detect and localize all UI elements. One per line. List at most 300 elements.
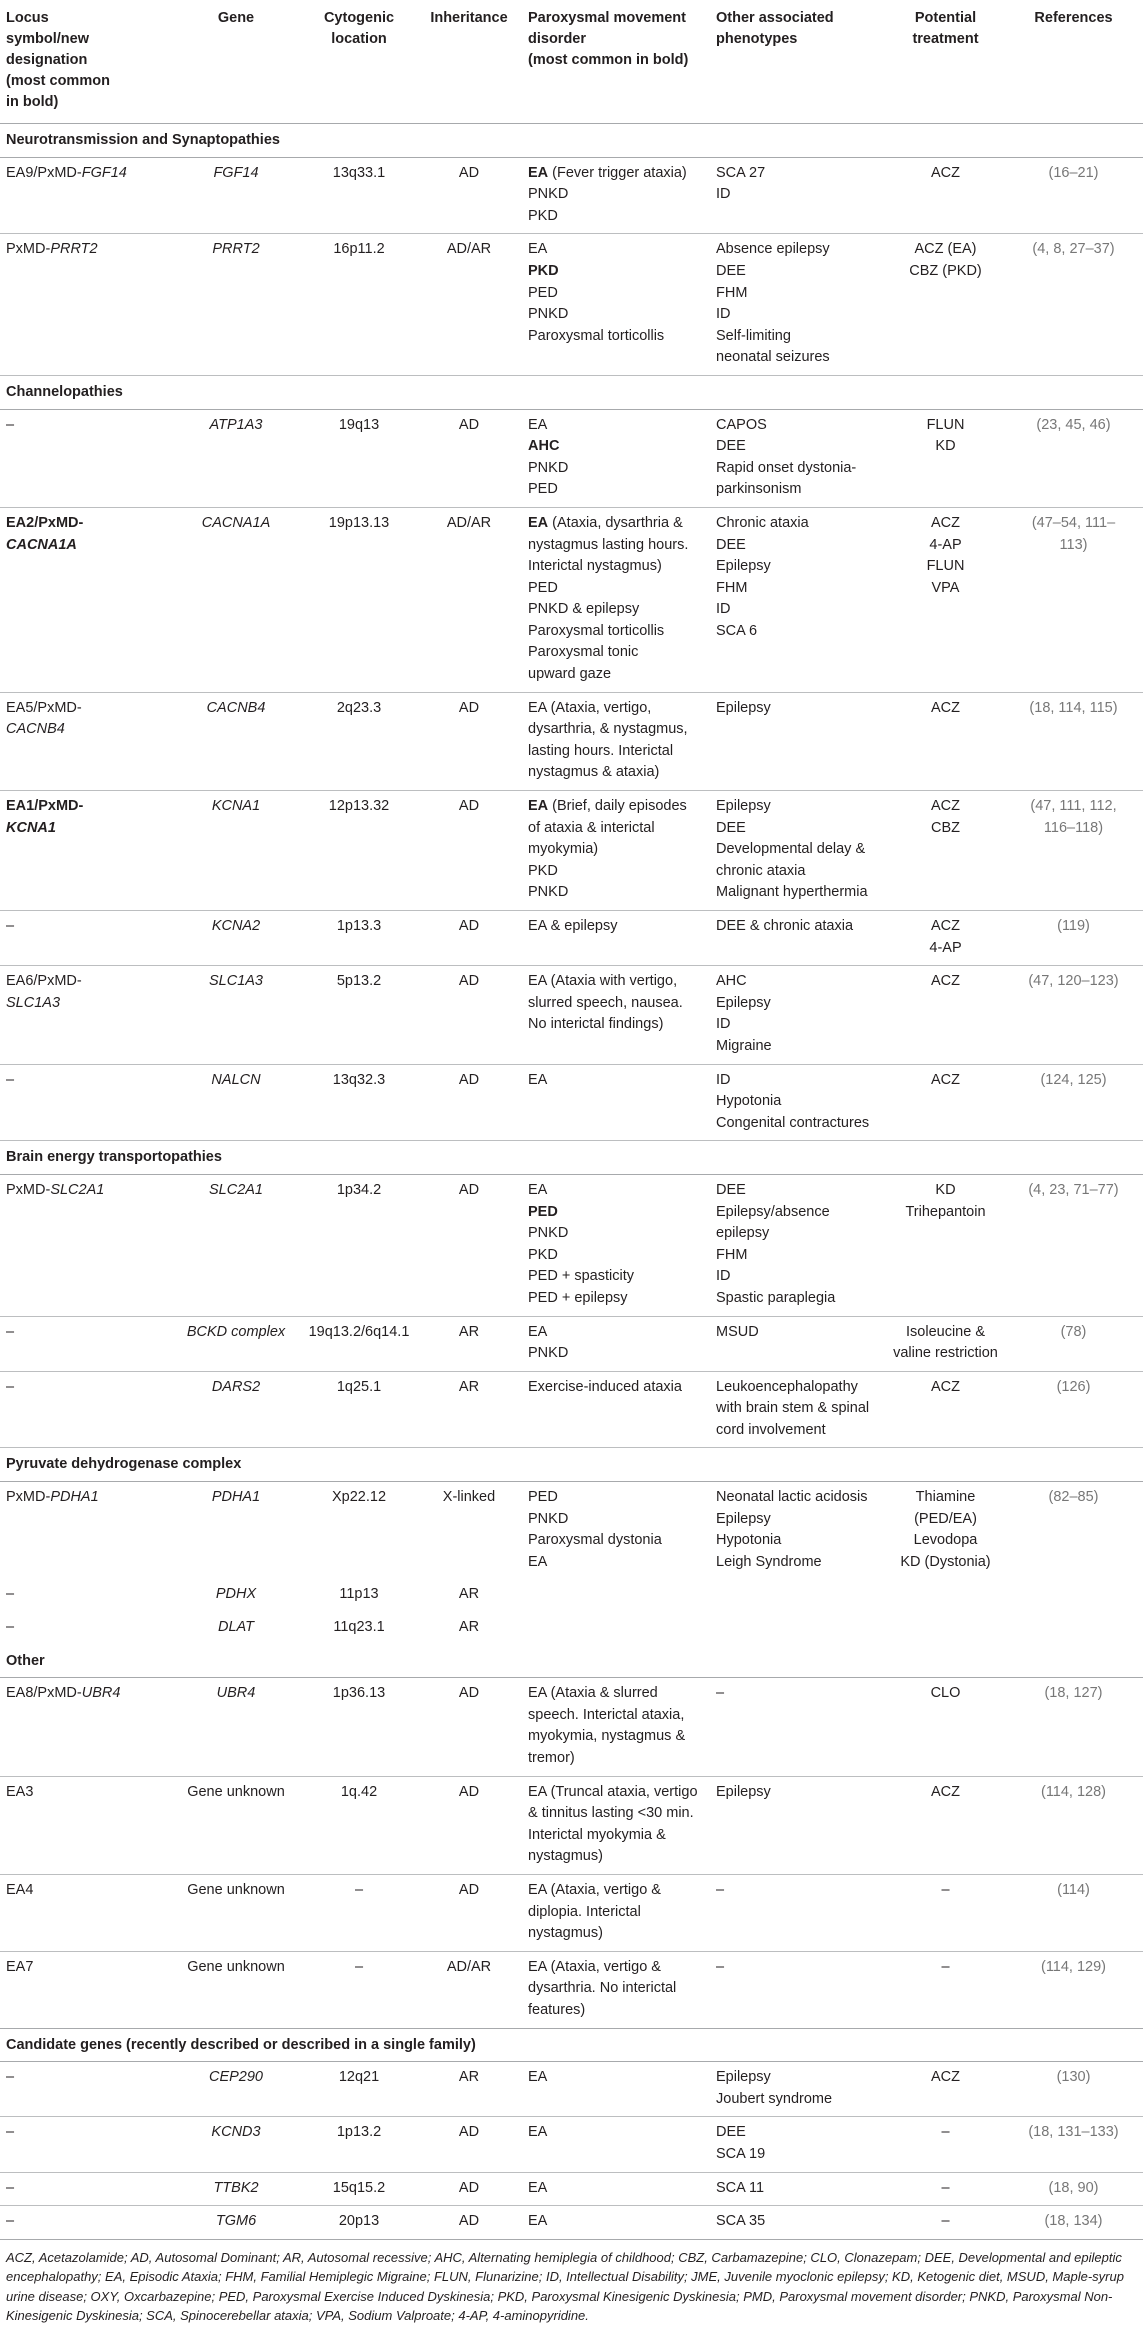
- disorder-line: [528, 664, 704, 686]
- text-segment: PNKD: [528, 459, 569, 476]
- cell-cytogenic-location: 11q23.1: [333, 1619, 385, 1636]
- cell-other-phenotypes: [710, 507, 887, 692]
- text-segment: EA5/PxMD-: [6, 699, 82, 716]
- treatment-line: ACZ: [931, 973, 960, 990]
- cell-other-phenotypes: [710, 234, 887, 376]
- text-segment: EA (Truncal ataxia, vertigo: [528, 1783, 698, 1800]
- cell-treatment: [887, 692, 1004, 790]
- cell-cytogenic-location: 16p11.2: [302, 234, 416, 376]
- cell-references: [1004, 966, 1143, 1064]
- reference-line: (18, 134): [1044, 2213, 1103, 2230]
- reference-line: (4, 23, 71–77): [1028, 1181, 1119, 1198]
- locus-line: [6, 971, 164, 993]
- phenotype-line: neonatal seizures: [716, 349, 830, 366]
- section-row: [0, 1448, 1143, 1482]
- cell-cytogenic-location: 1p34.2: [302, 1174, 416, 1316]
- text-segment: dysarthria. No interictal: [528, 1980, 677, 1997]
- cell-cytogenic-location: 13q33.1: [302, 157, 416, 234]
- phenotype-line: cord involvement: [716, 1421, 826, 1438]
- cell-locus: [0, 1951, 170, 2028]
- text-segment: upward gaze: [528, 666, 612, 683]
- cell-other-phenotypes: [710, 1371, 887, 1448]
- phenotype-line: MSUD: [716, 1323, 759, 1340]
- cell-references: [1004, 409, 1143, 507]
- table-header: [0, 0, 1143, 124]
- cell-references: [1004, 911, 1143, 966]
- table-row: [0, 1612, 1143, 1645]
- disorder-line: [528, 1202, 704, 1224]
- text-segment: –: [6, 1619, 15, 1636]
- disorder-line: [528, 535, 704, 557]
- text-segment: PxMD-: [6, 1489, 51, 1506]
- phenotype-line: Leukoencephalopathy: [716, 1378, 858, 1395]
- cell-gene: UBR4: [170, 1678, 302, 1776]
- cell-other-phenotypes: [710, 1316, 887, 1371]
- table-footnote: ACZ, Acetazolamide; AD, Autosomal Dominant; AR, Autosomal recessive; AHC, Alternating hemiplegia of childhood; CBZ, Carbamazepine; CLO, Clonazepam; DEE, Developmental and epileptic encephalopathy; EA, Episodic Ataxia; FHM, Familial Hemiplegic Migraine; FLUN, Flunarizine; ID, Intellectual Disability; JME, Juvenile myoclonic epilepsy; KD, Ketogenic diet, MSUD, Maple-syrup urine disease; OXY, Oxcarbazepine; PED, Paroxysmal Exercise Induced Dyskinesia; PKD, Paroxysmal Kinesigenic Dyskinesia; PMD, Paroxysmal movement disorder; PNKD, Paroxysmal Non-Kinesigenic Dyskinesia; SCA, Spinocerebellar ataxia; VPA, Sodium Valproate; 4-AP, 4-aminopyridine.: [6, 2249, 1124, 2323]
- locus-line: [6, 513, 164, 535]
- cell-inheritance: AD: [416, 692, 522, 790]
- text-segment: CACNA1A: [6, 536, 77, 553]
- table-row: [0, 507, 1143, 692]
- reference-line: (114, 129): [1040, 1958, 1107, 1975]
- text-segment: EA: [528, 514, 549, 531]
- cell-other-phenotypes: [710, 1579, 887, 1612]
- treatment-line: ACZ: [931, 514, 960, 531]
- cell-treatment: [887, 1579, 1004, 1612]
- cell-cytogenic-location: –: [302, 1951, 416, 2028]
- text-segment: PDHA1: [50, 1489, 99, 1506]
- locus-line: [6, 2122, 164, 2144]
- disorder-line: [528, 1223, 704, 1245]
- cell-locus: [0, 1316, 170, 1371]
- text-segment: PED: [528, 1203, 558, 1220]
- disorder-line: [528, 719, 704, 741]
- treatment-line: –: [941, 2124, 950, 2141]
- header-line: designation: [6, 52, 88, 68]
- text-segment: EA (Ataxia, vertigo &: [528, 1881, 661, 1898]
- locus-line: [6, 1617, 164, 1639]
- disorder-line: [528, 1180, 704, 1202]
- cell-inheritance: AD: [416, 966, 522, 1064]
- phenotype-line: Congenital contractures: [716, 1114, 870, 1131]
- cell-gene: PRRT2: [170, 234, 302, 376]
- section-row: [0, 2028, 1143, 2062]
- text-segment: –: [6, 1586, 15, 1603]
- cell-gene: KCNA2: [170, 911, 302, 966]
- table-row: [0, 234, 1143, 376]
- disorder-line: [528, 1846, 704, 1868]
- phenotype-line: SCA 27: [716, 164, 766, 181]
- disorder-line: [528, 2211, 704, 2233]
- text-segment: EA9/PxMD-: [6, 164, 82, 181]
- reference-line: 113): [1059, 536, 1088, 553]
- phenotype-line: Epilepsy: [716, 1783, 771, 1800]
- cell-movement-disorder: [522, 157, 710, 234]
- cell-movement-disorder: [522, 1874, 710, 1951]
- text-segment: EA: [528, 2179, 548, 2196]
- cell-gene: CACNB4: [170, 692, 302, 790]
- phenotype-line: Epilepsy: [716, 798, 771, 815]
- reference-line: (130): [1056, 2069, 1091, 2086]
- treatment-line: ACZ: [931, 1783, 960, 1800]
- phenotype-line: Developmental delay &: [716, 841, 866, 858]
- cell-movement-disorder: [522, 409, 710, 507]
- text-segment: (Fever trigger ataxia): [548, 164, 687, 181]
- cell-gene: FGF14: [170, 157, 302, 234]
- disorder-line: [528, 1923, 704, 1945]
- cell-movement-disorder: [522, 2117, 710, 2172]
- text-segment: PKD: [528, 262, 559, 279]
- text-segment: (Brief, daily episodes: [548, 798, 687, 815]
- cell-inheritance: AD: [416, 1874, 522, 1951]
- treatment-line: 4-AP: [929, 536, 962, 553]
- header-references: [1004, 0, 1143, 124]
- cell-references: [1004, 507, 1143, 692]
- text-segment: features): [528, 2001, 586, 2018]
- locus-line: [6, 818, 164, 840]
- cell-other-phenotypes: [710, 911, 887, 966]
- text-segment: SLC1A3: [6, 994, 61, 1011]
- cell-gene: ATP1A3: [170, 409, 302, 507]
- text-segment: EA (Ataxia & slurred: [528, 1685, 658, 1702]
- text-segment: dysarthria, & nystagmus,: [528, 721, 688, 738]
- disorder-line: [528, 642, 704, 664]
- reference-line: (119): [1057, 918, 1090, 934]
- text-segment: EA: [528, 1181, 548, 1198]
- disorder-line: [528, 458, 704, 480]
- text-segment: PNKD: [528, 1225, 569, 1242]
- cell-movement-disorder: [522, 1371, 710, 1448]
- cell-treatment: [887, 2172, 1004, 2206]
- disorder-line: [528, 283, 704, 305]
- text-segment: EA2/PxMD-: [6, 514, 84, 531]
- disorder-line: [528, 184, 704, 206]
- text-segment: EA: [528, 2213, 548, 2230]
- treatment-line: KD (Dystonia): [900, 1553, 991, 1570]
- cell-movement-disorder: [522, 1951, 710, 2028]
- header-line: References: [1034, 10, 1113, 26]
- phenotype-line: ID: [716, 601, 731, 618]
- cell-movement-disorder: [522, 2206, 710, 2240]
- cell-gene: KCND3: [170, 2117, 302, 2172]
- cell-movement-disorder: [522, 911, 710, 966]
- text-segment: EA1/PxMD-: [6, 798, 84, 815]
- text-segment: Paroxysmal torticollis: [528, 327, 665, 344]
- treatment-line: Thiamine: [915, 1489, 976, 1506]
- table-row: [0, 157, 1143, 234]
- disorder-line: [528, 1552, 704, 1574]
- phenotype-line: Epilepsy: [716, 994, 771, 1011]
- phenotype-line: ID: [716, 306, 731, 323]
- phenotype-line: FHM: [716, 284, 748, 301]
- table-row: [0, 1776, 1143, 1874]
- phenotype-line: Joubert syndrome: [716, 2090, 833, 2107]
- text-segment: Interictal nystagmus): [528, 558, 662, 575]
- treatment-line: –: [941, 1881, 950, 1898]
- locus-line: [6, 2178, 164, 2200]
- text-segment: nystagmus & ataxia): [528, 764, 660, 781]
- disorder-line: [528, 163, 704, 185]
- treatment-line: ACZ: [931, 1071, 960, 1088]
- treatment-line: ACZ: [931, 1378, 960, 1395]
- cell-cytogenic-location: 5p13.2: [302, 966, 416, 1064]
- text-segment: –: [6, 2124, 15, 2141]
- section-title: Neurotransmission and Synaptopathies: [0, 124, 1143, 158]
- table-row: [0, 911, 1143, 966]
- cell-treatment: [887, 1316, 1004, 1371]
- cell-references: [1004, 2062, 1143, 2117]
- cell-cytogenic-location: 1p36.13: [302, 1678, 416, 1776]
- disorder-line: [528, 599, 704, 621]
- text-segment: EA: [528, 164, 549, 181]
- text-segment: EA: [528, 1323, 548, 1340]
- locus-line: [6, 1377, 164, 1399]
- header-line: treatment: [912, 31, 979, 47]
- phenotype-line: DEE: [716, 438, 746, 455]
- cell-other-phenotypes: [710, 1678, 887, 1776]
- locus-line: [6, 993, 164, 1015]
- cell-movement-disorder: [522, 1316, 710, 1371]
- disorder-line: [528, 1509, 704, 1531]
- treatment-line: ACZ (EA): [914, 241, 977, 258]
- text-segment: PKD: [528, 862, 558, 879]
- section-title: Brain energy transportopathies: [0, 1141, 1143, 1175]
- text-segment: EA8/PxMD-: [6, 1685, 82, 1702]
- cell-other-phenotypes: [710, 157, 887, 234]
- text-segment: PxMD-: [6, 1181, 51, 1198]
- cell-movement-disorder: [522, 1612, 710, 1645]
- cell-treatment: [887, 2117, 1004, 2172]
- section-title: Other: [0, 1645, 1143, 1678]
- reference-line: (18, 90): [1048, 2179, 1099, 2196]
- cell-cytogenic-location: 11p13: [339, 1586, 379, 1603]
- treatment-line: Trihepantoin: [905, 1203, 986, 1220]
- cell-locus: [0, 966, 170, 1064]
- locus-line: [6, 698, 164, 720]
- text-segment: No interictal findings): [528, 1016, 664, 1033]
- cell-gene: Gene unknown: [170, 1874, 302, 1951]
- disorder-line: [528, 415, 704, 437]
- text-segment: –: [6, 918, 15, 934]
- phenotype-line: Absence epilepsy: [716, 241, 830, 258]
- text-segment: of ataxia & interictal: [528, 819, 655, 836]
- text-segment: –: [6, 1323, 15, 1340]
- cell-inheritance: AR: [416, 1371, 522, 1448]
- cell-movement-disorder: [522, 1482, 710, 1580]
- table-row: [0, 1064, 1143, 1141]
- phenotype-line: with brain stem & spinal: [716, 1400, 870, 1417]
- header-other-phenotypes: [710, 0, 887, 124]
- phenotype-line: SCA 35: [716, 2213, 766, 2230]
- disorder-line: [528, 513, 704, 535]
- cell-cytogenic-location: 20p13: [302, 2206, 416, 2240]
- phenotype-line: SCA 11: [716, 2179, 765, 2196]
- cell-references: [1004, 692, 1143, 790]
- treatment-line: ACZ: [931, 164, 960, 181]
- text-segment: PED: [528, 1489, 558, 1506]
- cell-treatment: [887, 1678, 1004, 1776]
- phenotype-line: Epilepsy: [716, 2069, 771, 2086]
- phenotype-line: Rapid onset dystonia-: [716, 459, 857, 476]
- disorder-line: [528, 621, 704, 643]
- text-segment: EA & epilepsy: [528, 918, 618, 934]
- text-segment: PED + epilepsy: [528, 1289, 628, 1306]
- header-line: symbol/new: [6, 31, 89, 47]
- text-segment: EA: [528, 1071, 548, 1088]
- text-segment: nystagmus): [528, 1848, 603, 1865]
- cell-references: [1004, 1874, 1143, 1951]
- cell-other-phenotypes: [710, 1064, 887, 1141]
- text-segment: –: [6, 2069, 15, 2086]
- header-line: phenotypes: [716, 31, 798, 47]
- cell-inheritance: AD/AR: [416, 1951, 522, 2028]
- disorder-line: [528, 698, 704, 720]
- cell-movement-disorder: [522, 1064, 710, 1141]
- cell-gene: CACNA1A: [170, 507, 302, 692]
- disorder-line: [528, 1726, 704, 1748]
- header-line: Cytogenic: [323, 10, 395, 26]
- cell-treatment: [887, 507, 1004, 692]
- phenotype-line: epilepsy: [716, 1225, 770, 1242]
- phenotype-line: chronic ataxia: [716, 862, 806, 879]
- disorder-line: [528, 1343, 704, 1365]
- phenotype-line: DEE: [716, 262, 746, 279]
- cell-other-phenotypes: [710, 2206, 887, 2240]
- disorder-line: [528, 1487, 704, 1509]
- treatment-line: ACZ: [931, 699, 960, 716]
- cell-inheritance: AD: [416, 2206, 522, 2240]
- text-segment: EA: [528, 2124, 548, 2141]
- cell-locus: [0, 2117, 170, 2172]
- phenotype-line: AHC: [716, 973, 747, 990]
- text-segment: myokymia, nystagmus &: [528, 1728, 686, 1745]
- cell-treatment: [887, 911, 1004, 966]
- treatment-line: CBZ (PKD): [909, 262, 982, 279]
- cell-inheritance: AD: [416, 157, 522, 234]
- cell-inheritance: AR: [416, 2062, 522, 2117]
- reference-line: (47, 111, 112,: [1030, 798, 1117, 815]
- disorder-line: [528, 1288, 704, 1310]
- cell-treatment: [887, 157, 1004, 234]
- treatment-line: CBZ: [931, 819, 960, 836]
- cell-gene: PDHA1: [211, 1489, 261, 1506]
- text-segment: CACNB4: [6, 721, 65, 738]
- cell-gene: SLC1A3: [170, 966, 302, 1064]
- text-segment: Paroxysmal dystonia: [528, 1532, 662, 1549]
- text-segment: FGF14: [81, 164, 127, 181]
- phenotype-line: Epilepsy: [716, 699, 771, 716]
- cell-locus: [0, 234, 170, 376]
- cell-locus: [0, 1776, 170, 1874]
- cell-other-phenotypes: [710, 2117, 887, 2172]
- cell-gene: NALCN: [170, 1064, 302, 1141]
- locus-line: [6, 163, 164, 185]
- table-row: [0, 1316, 1143, 1371]
- phenotype-line: ID: [716, 1016, 731, 1033]
- header-line: (most common: [6, 73, 110, 89]
- section-title: Candidate genes (recently described or described in a single family): [0, 2028, 1143, 2062]
- table-row: [0, 1951, 1143, 2028]
- phenotype-line: SCA 6: [716, 622, 758, 639]
- text-segment: nystagmus lasting hours.: [528, 536, 689, 553]
- text-segment: –: [6, 1378, 15, 1395]
- phenotype-line: –: [716, 1881, 725, 1898]
- disorder-line: [528, 1245, 704, 1267]
- text-segment: slurred speech, nausea.: [528, 994, 683, 1011]
- disorder-line: [528, 971, 704, 993]
- phenotype-line: ID: [716, 1071, 731, 1088]
- disorder-line: [528, 2000, 704, 2022]
- cell-inheritance: AR: [416, 1316, 522, 1371]
- cell-treatment: [887, 1174, 1004, 1316]
- cell-locus: [0, 1482, 170, 1580]
- cell-gene: KCNA1: [170, 791, 302, 911]
- header-line: Paroxysmal movement: [528, 10, 686, 26]
- text-segment: (Ataxia, dysarthria &: [548, 514, 683, 531]
- phenotype-line: Epilepsy/absence: [716, 1203, 830, 1220]
- cell-other-phenotypes: [710, 966, 887, 1064]
- treatment-line: FLUN: [926, 558, 965, 575]
- header-locus: [0, 0, 170, 124]
- section-title: Channelopathies: [0, 375, 1143, 409]
- disorder-line: [528, 762, 704, 784]
- phenotype-line: DEE & chronic ataxia: [716, 918, 854, 934]
- locus-line: [6, 1487, 164, 1509]
- disorder-line: [528, 796, 704, 818]
- treatment-line: Levodopa: [913, 1532, 978, 1549]
- text-segment: PNKD: [528, 1345, 569, 1362]
- section-row: [0, 124, 1143, 158]
- reference-line: (47, 120–123): [1028, 973, 1119, 990]
- cell-gene: DARS2: [170, 1371, 302, 1448]
- locus-line: [6, 1322, 164, 1344]
- reference-line: (18, 114, 115): [1029, 699, 1118, 716]
- phenotype-line: parkinsonism: [716, 481, 802, 498]
- text-segment: EA7: [6, 1958, 34, 1975]
- phenotype-line: –: [716, 1685, 725, 1702]
- cell-inheritance: X-linked: [442, 1489, 496, 1506]
- cell-treatment: [887, 1951, 1004, 2028]
- cell-references: [1004, 1064, 1143, 1141]
- cell-inheritance: AD/AR: [416, 507, 522, 692]
- disorder-line: [528, 1957, 704, 1979]
- text-segment: SLC2A1: [50, 1181, 105, 1198]
- text-segment: EA4: [6, 1881, 34, 1898]
- disorder-line: [528, 839, 704, 861]
- reference-line: (18, 131–133): [1028, 2124, 1119, 2141]
- cell-references: [1004, 1951, 1143, 2028]
- treatment-line: Isoleucine &: [906, 1323, 985, 1340]
- phenotype-line: ID: [716, 186, 731, 203]
- cell-treatment: [887, 791, 1004, 911]
- cell-treatment: [887, 1064, 1004, 1141]
- cell-references: [1004, 2206, 1143, 2240]
- locus-line: [6, 1957, 164, 1979]
- table-row: [0, 1174, 1143, 1316]
- cell-cytogenic-location: 12q21: [302, 2062, 416, 2117]
- treatment-line: KD: [935, 438, 956, 455]
- phenotype-line: Spastic paraplegia: [716, 1289, 836, 1306]
- treatment-line: KD: [935, 1181, 956, 1198]
- cell-locus: [0, 1678, 170, 1776]
- locus-line: [6, 2211, 164, 2233]
- text-segment: –: [6, 416, 15, 433]
- locus-line: [6, 239, 164, 261]
- cell-movement-disorder: [522, 692, 710, 790]
- treatment-line: –: [941, 1958, 950, 1975]
- cell-locus: [0, 1174, 170, 1316]
- cell-other-phenotypes: [710, 1174, 887, 1316]
